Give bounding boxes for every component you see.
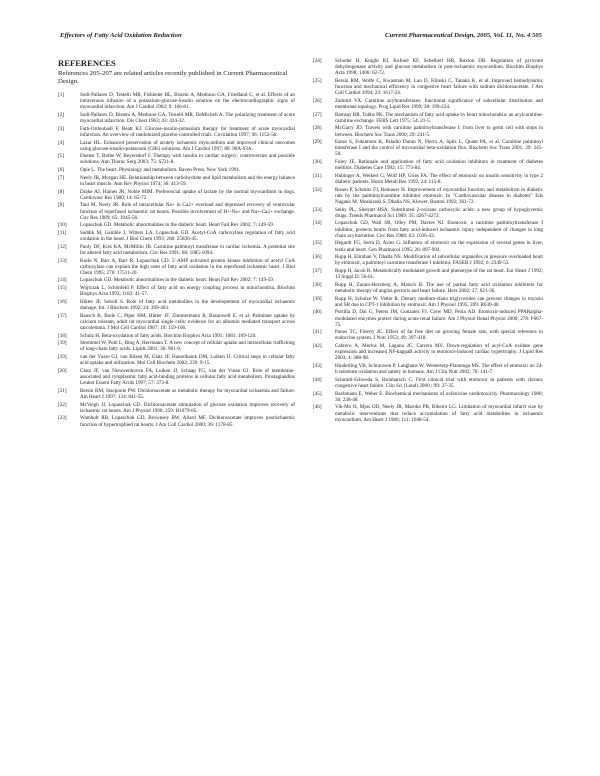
reference-text: Lopaschuk GD, Wall SR, Olley PM, Davies NJ. Etomoxir, a carnitine palmitoyltransferase I inhibitor, protects hearts from fatty acid-induced ischaemic injury independent of changes in long chain acylcarnitine. Circ Res 1988; 63: 1036-43. xyxy=(335,220,543,239)
reference-number: [39] xyxy=(313,295,322,302)
reference-number: [31] xyxy=(313,172,322,179)
reference-number: [2] xyxy=(58,111,64,118)
reference-number: [40] xyxy=(313,309,322,316)
reference-item xyxy=(58,333,295,339)
references-intro: References 205-207 are related articles recently published in Current Pharmaceutical Design. xyxy=(58,70,288,85)
reference-number: [25] xyxy=(313,77,322,84)
reference-item xyxy=(313,309,543,327)
reference-text: Rupp H, Jacob R. Metabolically modulated growth and phenotype of the rat heart. Eur Heart J 1992; 13 Suppl D: 56-61. xyxy=(335,267,543,281)
reference-item xyxy=(58,153,295,165)
reference-item xyxy=(58,258,295,276)
reference-number: [20] xyxy=(58,367,67,374)
reference-item xyxy=(313,268,543,280)
reference-text: Selby PL, Sherratt HSA. Substituted 2-oxirane carboxylic acids: a new group of hypoglycemic drugs. Trends Pharmacol Sci 1989; 35: 4267-4272. xyxy=(335,206,543,219)
running-header-journal: Current Pharmaceutical Design, 2005, Vol. 11, No. 4 505 xyxy=(385,32,542,39)
reference-item xyxy=(313,391,543,403)
reference-number: [18] xyxy=(58,332,67,339)
reference-item xyxy=(313,377,543,389)
reference-text: van der Vusse GJ, van Bilsen M, Glatz JF, Hasselbaink DM, Luiken JJ. Critical steps in cellular fatty acid uptake and utilization. Mol Cell Biochem 2002; 239: 9-15. xyxy=(80,354,295,367)
reference-number: [15] xyxy=(58,285,67,292)
reference-text: Tani M, Neely JR. Role of intracellular Na+ in Ca2+ overload and depressed recovery of ventricular function of reperfused ischaemic rat hearts. Possible involvement of H+-Na+ and Na+-Ca2+ exchange. Circ Res 1989; 65: 1045-56. xyxy=(80,202,295,221)
reference-number: [33] xyxy=(313,206,322,213)
reference-text: Vik-Mo H, Mjos OD, Neely JR, Maroko PR, Ribeiro LG. Limitation of myocardial infarct size by metabolic interventions that reduce accumulation of fatty acid metabolites in ischaemic myocardium. Am Heart J 1986; 111: 1048-54. xyxy=(335,404,543,423)
reference-number: [37] xyxy=(313,267,322,274)
reference-item xyxy=(58,277,295,283)
reference-number: [29] xyxy=(313,139,322,146)
reference-text: Saddik M, Gamble J, Witters LA, Lopaschuk GD. Acetyl-CoA carboxylase regulation of fatty acid oxidation in the heart. J Biol Chem 1993; 268: 25836-45. xyxy=(80,229,295,243)
reference-text: Schmidt-Schweda S, Holubarsch C. First clinical trial with etomoxir in patients with chronic congestive heart failure. Clin Sci (Lond) 2000 ; 99: 27-35. xyxy=(335,376,543,389)
reference-item xyxy=(58,222,295,228)
reference-number: [23] xyxy=(58,415,67,422)
reference-text: Cabrero A, Merlos M, Laguna JC, Carrera MV. Down-regulation of acyl-CoA oxidase gene expression and increased NF-kappaB activity in etomoxir-induced cardiac hypertrophy. J Lipid Res 2003; 4: 388-98. xyxy=(335,343,543,362)
reference-text: McGarry JD. Travels with carnitine palmitoyltransferase I: from liver to germ cell with stops in between. Biochem Soc Trans 2000; 29: 241-5. xyxy=(335,125,543,138)
reference-text: Rupp H, Elimban V, Dhalla NS. Modification of subcellular organelles in pressure overloaded heart by etomoxir, a palmitoyl carnitine transferase I inhibitor. FASEB J 1992; 6: 2349-53. xyxy=(335,254,543,267)
reference-item xyxy=(58,230,295,242)
reference-text: Sodi-Pallares D, Bisteni A, Medrano GA, Testelli MR, DeMicheli A. The polarizing treatment of acute myocardial infarction. Dis Chest 1963; 43: 424-32. xyxy=(80,111,295,125)
reference-item xyxy=(313,207,543,219)
reference-item xyxy=(58,368,295,386)
reference-number: [17] xyxy=(58,312,67,319)
reference-item xyxy=(58,92,295,110)
reference-item xyxy=(58,244,295,256)
reference-list-right xyxy=(313,58,543,423)
reference-text: Ramsay RR, Tubbs PK. The mechanism of fatty acid uptake by heart mitochondria: an acylcarnitine-carnitine exchange. FEBS Lett 1975; 54: 21-5. xyxy=(335,111,543,124)
reference-number: [41] xyxy=(313,329,322,336)
reference-item xyxy=(58,189,295,201)
reference-text: Bersin RM, Stacpoole PW. Dichloroacetate as metabolic therapy for myocardial ischaemia and failure. Am Heart J 1997; 134: 841-55. xyxy=(80,387,295,400)
references-heading: REFERENCES xyxy=(58,58,116,68)
reference-number: [14] xyxy=(58,277,67,284)
reference-text: Rausch B, Bode C, Piper HM, Hütter JF, Zimmermann R, Braunwell E, et al. Palmitate uptake by calcium tolerant, adult rat myocardial single cells: evidence for an albumin mediated transport across sarcolemma. J Mol Cell Cardiol 1987; 19: 159-166. xyxy=(80,312,295,331)
reference-text: Pauly DF, Kirk KA, McMillin JB. Carnitine palmitoyl transferase in cardiac ischemia. A potential site for altered fatty acid metabolism. Circ Res 1991; 68: 1085-1094. xyxy=(80,243,295,256)
reference-item xyxy=(58,112,295,124)
reference-text: Wojtczak L, Schönfeld P. Effect of fatty acid on energy coupling process in mitochondria. Biochim Biophys Acta 1993; 1183: 41-57. xyxy=(80,285,295,298)
reference-item xyxy=(313,159,543,171)
reference-item xyxy=(313,58,543,76)
reference-number: [38] xyxy=(313,281,322,288)
reference-number: [24] xyxy=(313,58,322,64)
reference-number: [27] xyxy=(313,111,322,118)
running-header xyxy=(60,32,542,44)
reference-item xyxy=(58,175,295,187)
reference-text: Rosen P, Schmitz FJ, Reinauer H. Improvement of myocardial function and metabolism in diabetic rats by the palmitoylcarnitine inhibitor etomoxir. In "Cardiovascular disease in diabetes" Eds Nagano M, Moshizuki S, Dhalla NS, Kluwer, Boston 1992; 361-72. xyxy=(335,186,543,205)
reference-item xyxy=(313,240,543,252)
reference-text: Eaton S, Fukumoto K, Paladio Duran N, Pierro A, Spitz L, Quant PA, et al. Carnitine palmitoyl transferase I and the control of myocardial beta-oxidation flux. Biochem Soc Trans 2001; 29: 245-50. xyxy=(335,139,543,158)
reference-number: [36] xyxy=(313,254,322,261)
reference-item xyxy=(313,220,543,238)
reference-number: [13] xyxy=(58,257,67,264)
reference-text: Stremmel W, Pohl L, Ring A, Herrmann T. A new concept of cellular uptake and intracellular trafficking of long-chain fatty acids. Lipids 2001; 36: 981-9. xyxy=(80,340,295,353)
reference-item xyxy=(58,126,295,138)
reference-number: [4] xyxy=(58,139,64,146)
reference-list-left xyxy=(58,92,295,428)
reference-item xyxy=(58,402,295,414)
reference-text: Drake AJ, Haines JR, Noble MIM. Preferencial uptake of lactate by the normal myocardium in dogs. Cardiovasc Res 1980; 14: 65-72. xyxy=(80,188,295,201)
reference-text: Rupp H, Zarain-Herzberg A, Maisch B. The use of partial fatty acid oxidation inhibitors for metabolic therapy of angina pectoris and heart failure. Herz 2002; 27: 621-36. xyxy=(335,281,543,294)
reference-item xyxy=(313,98,543,110)
reference-number: [30] xyxy=(313,159,322,166)
reference-number: [5] xyxy=(58,153,64,160)
reference-text: Bersin RM, Wolfe C, Kwasman M, Lau D, Klinski C, Tanaka K, et al. Improved hemodynamic function and mechanical efficiency in congestive heart failure with sodium dichloroacetate. J Am Coll Cardiol 1994; 23: 1617-24. xyxy=(335,77,543,97)
reference-item xyxy=(58,313,295,331)
reference-text: Hinderling VB, Schrauwen P, Langhans W, Westerterp-Plantenga MS. The effect of etomoxir on 24-h substrate oxidation and satiety in humans. Am J Clin Nutr 2002; 76: 141-7. xyxy=(335,363,543,376)
reference-text: Zammit VA. Carnitine acyltransferases: functional significance of subcellular distribution and membrane topology. Prog Lipid Res 1999; 38: 199-224. xyxy=(335,97,543,110)
reference-number: [46] xyxy=(313,404,322,411)
running-header-title: Effectors of Fatty Acid Oxidation Reduction xyxy=(60,32,182,39)
reference-text: Rupp H, Schulze W, Vetter R. Dietary medium-chain triglycerides can prevent changes in myosin and SR due to CPT-1 inhibition by etomoxir. Am J Physiol 1995; 269: R630-40. xyxy=(335,295,543,308)
reference-number: [11] xyxy=(58,229,67,236)
reference-text: Fath-Ordoubadi F, Beatt KJ. Glucose-insulin-potassium therapy for treatment of acute myocardial infarction. An overview of randomized placebo-controlled trials. Circulation 1997; 96: 1152-56. xyxy=(80,125,295,138)
reference-item xyxy=(58,415,295,427)
reference-text: McVeigh JJ, Lopaschuk GD. Dichloroacetate stimulation of glucose oxidation improves recovery of ischaemic rat hearts. Am J Physiol 1990; 259: H1079-85. xyxy=(80,401,295,414)
reference-text: Kudo N, Barr A, Barr R, Lopaschuk GD. 5'-AMP activated protein kinase inhibition of acetyl CoA carboxylase can explain the high rates of fatty acid oxidation in the reperfused ischaemic heart. J Biol Chem 1995; 270: 17511-20. xyxy=(80,257,295,276)
reference-text: Wambolt RB, Lopaschuk GD, Brownsey RW, Allard MF. Dichloroacetate improves postischaemic function of hypertrophied rat hearts. J Am Coll Cardiol 2000; 36: 1378-85. xyxy=(80,415,295,428)
reference-item xyxy=(58,354,295,366)
reference-text: Lopaschuk GD. Metabolic abnormalities in the diabetic heart. Heart Fail Rev 2002; 7: 149-59. xyxy=(80,222,275,229)
reference-text: Doenst T, Bothe W, Beyersdorf F. Therapy with insulin in cardiac surgery: controversies and possible solutions. Ann Thorac Surg 2003; 75: S721-8. xyxy=(80,153,295,166)
reference-number: [1] xyxy=(58,92,64,98)
reference-number: [34] xyxy=(313,220,322,227)
reference-text: Foley JE. Rationale and application of fatty acid oxidation inhibitors in treatment of diabetes mellitus. Diabetes Care 1992; 15: 773-84. xyxy=(335,159,543,172)
reference-number: [9] xyxy=(58,202,64,209)
reference-item xyxy=(313,296,543,308)
reference-number: [45] xyxy=(313,390,322,397)
reference-number: [43] xyxy=(313,363,322,370)
reference-text: Bachmann E, Weber E. Biochemical mechanisms of oxfenicine cardiotoxicity. Pharmacology 1988; 36: 238-48. xyxy=(335,390,543,403)
reference-text: Hegardt FG, Serra D, Asins G. Influence of etomoxir on the expression of several genes in liver, testis and heart. Gen Pharmacol 1995; 26: 897-904. xyxy=(335,240,543,253)
reference-number: [12] xyxy=(58,243,67,250)
reference-number: [35] xyxy=(313,240,322,247)
reference-item xyxy=(58,202,295,220)
reference-item xyxy=(313,282,543,294)
reference-item xyxy=(313,125,543,137)
reference-text: Portilla D, Dai G, Peters JM, Gonzalez FJ, Crew MD, Proia AD. Etomoxir-induced PPARalpha-modulated enzymes protect during acute renal failure. Am J Physiol Renal Physiol 2000; 278: F667-75. xyxy=(335,309,543,328)
reference-item xyxy=(313,139,543,157)
reference-item xyxy=(313,329,543,341)
reference-text: Panos TC, Finerty JC. Effect of fat free diet on growing female rats, with special reference to endocrine system. J Nutr 1953; 49: 397-418. xyxy=(335,329,543,342)
reference-text: Lazar HL. Enhanced preservation of acutely ischaemic myocardium and improved clinical outcomes using glucose-insulin-potassium (GIK) solutions. Am J Cardiol 1997; 80: 90A-93A. xyxy=(80,139,295,152)
reference-text: Neely JR, Morgan HE. Relationship between carbohydrate and lipid metabolism and the energy balance in heart muscle. Ann Rev Physiol 1974; 36: 413-59. xyxy=(80,174,295,187)
reference-item xyxy=(313,404,543,422)
reference-item xyxy=(313,78,543,96)
reference-number: [21] xyxy=(58,387,67,394)
references-column-right xyxy=(313,58,543,424)
reference-number: [22] xyxy=(58,401,67,408)
reference-number: [42] xyxy=(313,343,322,350)
reference-number: [26] xyxy=(313,97,322,104)
reference-number: [19] xyxy=(58,340,67,347)
reference-item xyxy=(58,285,295,297)
reference-number: [10] xyxy=(58,222,67,229)
reference-number: [8] xyxy=(58,188,64,195)
reference-item xyxy=(313,112,543,124)
reference-text: Schulz H. Beta-oxydation of fatty acids. Biochim Biophys Acta 1991; 1081: 109-120. xyxy=(80,332,257,339)
reference-text: Hubinger A, Weikert G, Wolf HP, Gries FA. The effect of etomoxir on insulin sensitivity in type 2 diabetic patients. Horm Metab Res 1992; 24: 115-8. xyxy=(335,172,543,186)
reference-item xyxy=(58,167,295,173)
reference-number: [6] xyxy=(58,167,64,174)
reference-text: Sodi-Pallares D, Testelli MR, Fishleder BL, Bisteni A, Medrano GA, Friedland C, et al. Effects of an intravenous infusion of a potassium-glucose-insulin solution on the electrocardiographic signs of myocardial infarction. Am J Cardiol 1962; 9: 166-81. xyxy=(80,92,295,111)
reference-item xyxy=(58,299,295,311)
references-column-left xyxy=(58,58,295,429)
reference-number: [3] xyxy=(58,125,64,132)
reference-item xyxy=(313,363,543,375)
reference-text: Glatz JF, van Nieuwenhoven FA, Luiken JJ, Schaap FG, van der Vusse GJ. Role of membrane-associated and cytoplasmic fatty acid-binding proteins in cellular fatty acid metabolism. Prostaglandins Leukot Essent Fatty Acids 1997; 57: 373-8. xyxy=(80,367,295,387)
reference-number: [16] xyxy=(58,298,67,305)
reference-text: Lopaschuk GD. Metabolic abnormalities in the diabetic heart. Heart Fail Rev 2002; 7: 149-59. xyxy=(80,277,275,284)
reference-number: [32] xyxy=(313,186,322,193)
reference-text: Hütter JF, Soboll S. Role of fatty acid metabolites in the developement of myocardial ischaemic damage. Int. J Biochem 1992; 24: 399-403. xyxy=(80,298,295,312)
reference-item xyxy=(313,173,543,185)
reference-item xyxy=(313,187,543,205)
reference-number: [19] xyxy=(58,354,67,361)
reference-item xyxy=(58,140,295,152)
reference-item xyxy=(313,343,543,361)
reference-text: Opie L. The heart. Physiology and metabolism. Raven Press, New York 1991. xyxy=(80,167,241,174)
reference-item xyxy=(58,340,295,352)
reference-number: [28] xyxy=(313,125,322,132)
reference-item xyxy=(58,388,295,400)
reference-number: [7] xyxy=(58,174,64,181)
reference-text: Schoder H, Knight RJ, Kofoed KF, Schelbert HR, Buxton DB. Regulation of pyruvate dehydrogenase activity and glucose metabolism in post-ischaemic myocardium. Biochim Biophys Acta 1998; 1406: 62-72. xyxy=(335,58,543,77)
reference-number: [44] xyxy=(313,376,322,383)
reference-item xyxy=(313,254,543,266)
